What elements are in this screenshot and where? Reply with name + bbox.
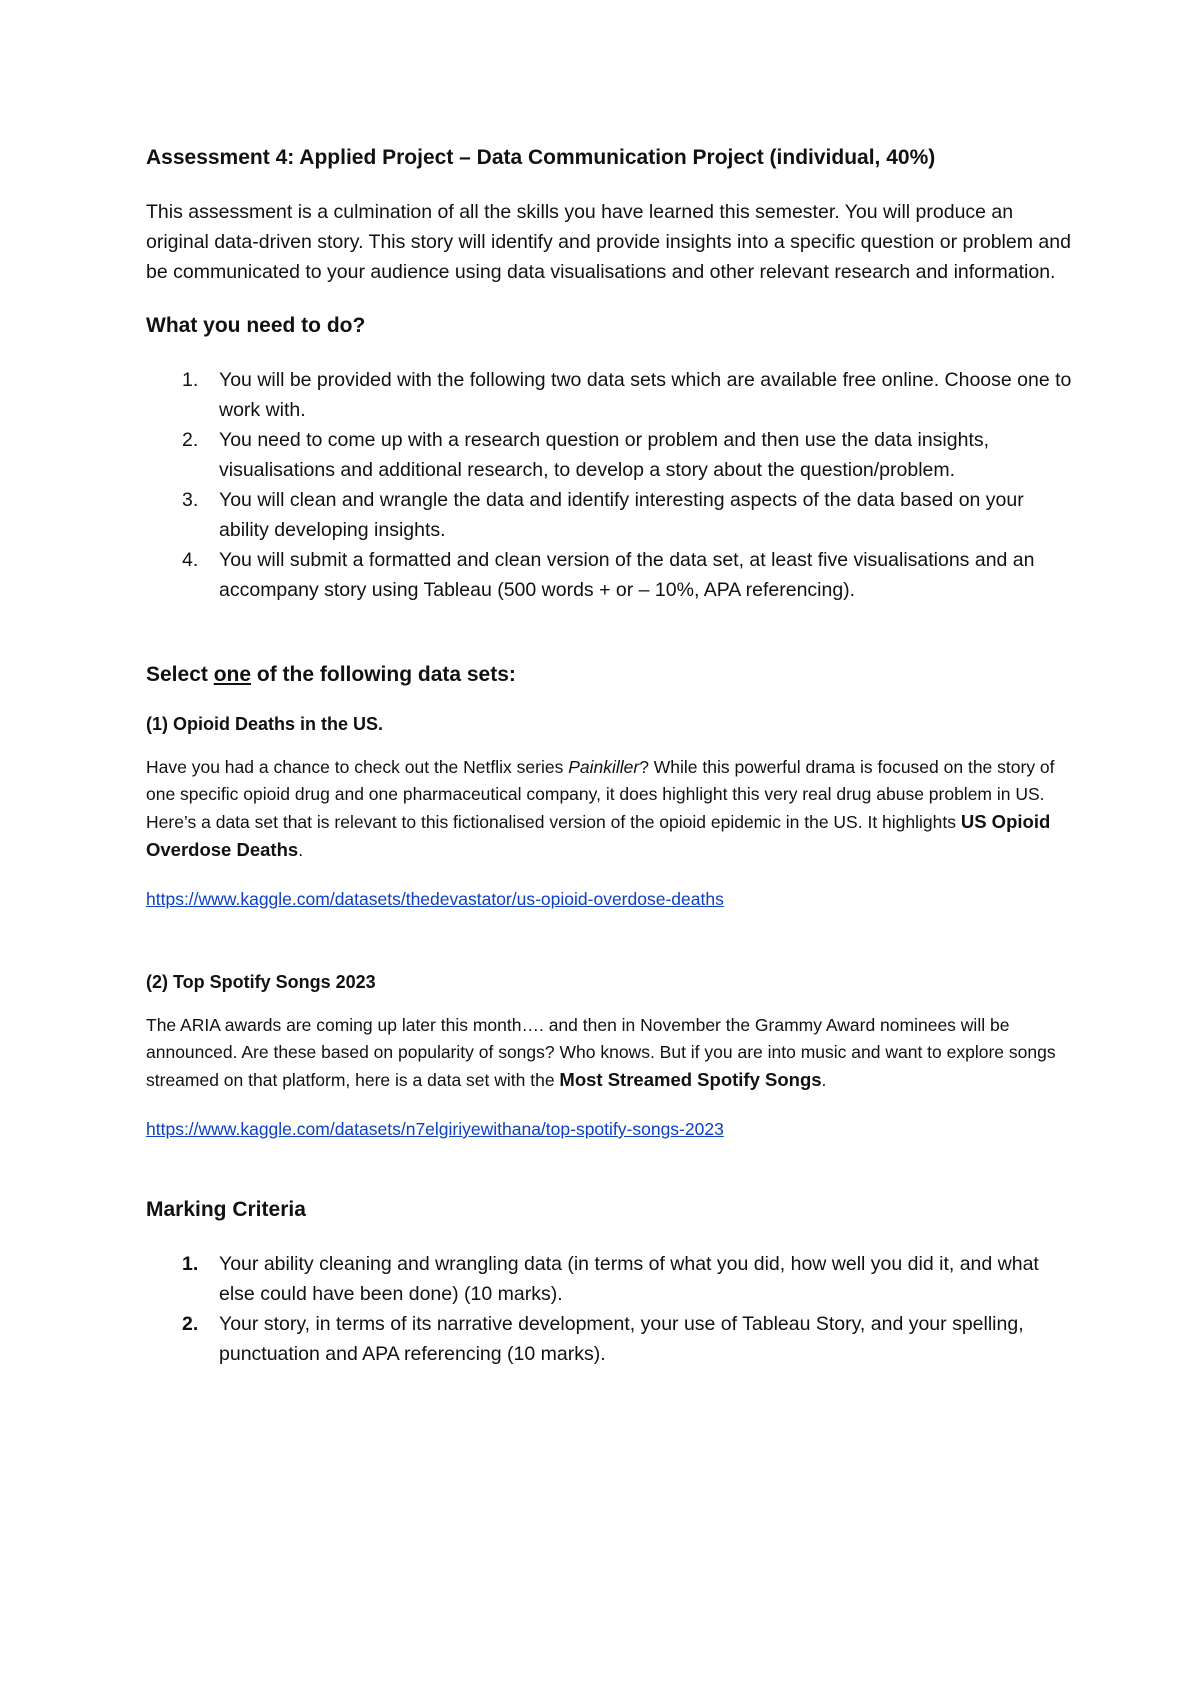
task-number: 1. [182,369,199,391]
page-title: Assessment 4: Applied Project – Data Communication Project (individual, 40%) [146,146,936,169]
dataset-1-description: Have you had a chance to check out the Netflix series Painkiller? While this powerful drama is focused on the story of one specific opioid drug and one pharmaceutical company, it does highlight this very real drug abuse problem in US. Here’s a data set that is relevant to this fictionalised version of the opioid epidemic in the US. It highlights US Opioid Overdose Deaths. [146,757,1055,860]
criteria-list [146,1249,1076,1369]
criteria-number: 1. [182,1253,199,1275]
criteria-text: Your ability cleaning and wrangling data (in terms of what you did, how well you did it, and what else could have been done) (10 marks). [219,1253,1039,1305]
task-list [146,365,1076,605]
dataset-2-description: The ARIA awards are coming up later this month…. and then in November the Grammy Award nominees will be announced. Are these based on popularity of songs? Who knows. But if you are into music and want to explore songs streamed on that platform, here is a data set with the Most Streamed Spotify Songs. [146,1015,1056,1090]
select-heading: Select one of the following data sets: [146,663,516,686]
task-text: You will be provided with the following two data sets which are available free online. Choose one to work with. [219,369,1072,421]
dataset-2-heading: (2) Top Spotify Songs 2023 [146,972,376,992]
task-number: 4. [182,549,199,571]
marking-heading: Marking Criteria [146,1198,306,1221]
dataset-1-heading: (1) Opioid Deaths in the US. [146,714,384,734]
task-item [146,365,1076,425]
intro-paragraph: This assessment is a culmination of all the skills you have learned this semester. You will produce an original data-driven story. This story will identify and provide insights into a specific question or problem and be communicated to your audience using data visualisations and other relevant research and information. [146,201,1071,283]
document-body [146,143,1076,1369]
criteria-item [146,1249,1076,1309]
task-item [146,485,1076,545]
task-text: You will submit a formatted and clean version of the data set, at least five visualisations and an accompany story using Tableau (500 words + or – 10%, APA referencing). [219,549,1035,601]
dataset-1-link[interactable]: https://www.kaggle.com/datasets/thedevastator/us-opioid-overdose-deaths [146,889,724,909]
dataset-2-link[interactable]: https://www.kaggle.com/datasets/n7elgiriyewithana/top-spotify-songs-2023 [146,1119,724,1139]
task-text: You need to come up with a research question or problem and then use the data insights, visualisations and additional research, to develop a story about the question/problem. [219,429,990,481]
task-item [146,545,1076,605]
criteria-number: 2. [182,1313,199,1335]
task-text: You will clean and wrangle the data and identify interesting aspects of the data based on your ability developing insights. [219,489,1024,541]
task-number: 2. [182,429,199,451]
what-heading: What you need to do? [146,314,366,337]
criteria-item [146,1309,1076,1369]
task-number: 3. [182,489,199,511]
criteria-text: Your story, in terms of its narrative development, your use of Tableau Story, and your spelling, punctuation and APA referencing (10 marks). [219,1313,1024,1365]
task-item [146,425,1076,485]
